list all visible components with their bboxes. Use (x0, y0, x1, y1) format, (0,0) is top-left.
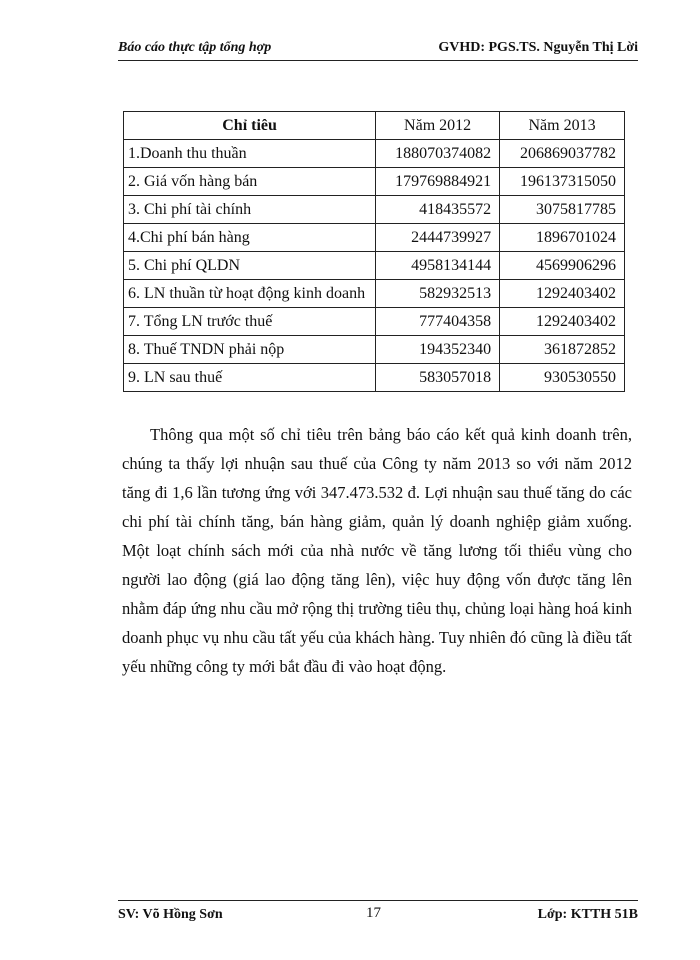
table-row (124, 140, 625, 168)
row-label: 4.Chi phí bán hàng (124, 224, 376, 252)
value-2013: 1292403402 (500, 280, 625, 308)
row-label: 7. Tổng LN trước thuế (124, 308, 376, 336)
value-2013: 4569906296 (500, 252, 625, 280)
table-row (124, 196, 625, 224)
row-label: 1.Doanh thu thuần (124, 140, 376, 168)
value-2012: 582932513 (376, 280, 500, 308)
value-2012: 188070374082 (376, 140, 500, 168)
value-2013: 1896701024 (500, 224, 625, 252)
value-2013: 196137315050 (500, 168, 625, 196)
row-label: 3. Chi phí tài chính (124, 196, 376, 224)
table-row (124, 280, 625, 308)
table-row (124, 224, 625, 252)
column-header-2013: Năm 2013 (500, 112, 625, 140)
table-row (124, 308, 625, 336)
value-2013: 1292403402 (500, 308, 625, 336)
value-2013: 206869037782 (500, 140, 625, 168)
value-2012: 583057018 (376, 364, 500, 392)
value-2012: 179769884921 (376, 168, 500, 196)
value-2012: 4958134144 (376, 252, 500, 280)
business-results-table (123, 111, 625, 392)
page-footer (118, 900, 638, 929)
column-header-indicator: Chỉ tiêu (124, 112, 376, 140)
column-header-2012: Năm 2012 (376, 112, 500, 140)
value-2012: 194352340 (376, 336, 500, 364)
analysis-paragraph: Thông qua một số chỉ tiêu trên bảng báo cáo kết quả kinh doanh trên, chúng ta thấy lợi nhuận sau thuế của Công ty năm 2013 so với năm 2012 tăng đi 1,6 lần tương ứng với 347.473.532 đ. Lợi nhuận sau thuế tăng do các chi phí tài chính tăng, bán hàng giảm, quản lý doanh nghiệp giảm xuống. Một loạt chính sách mới của nhà nước về tăng lương tối thiểu vùng cho người lao động (giá lao động tăng lên), việc huy động vốn được tăng lên nhằm đáp ứng nhu cầu mở rộng thị trường tiêu thụ, chủng loại hàng hoá kinh doanh phục vụ nhu cầu tất yếu của khách hàng. Tuy nhiên đó cũng là điều tất yếu những công ty mới bắt đầu đi vào hoạt động. (122, 425, 632, 676)
row-label: 9. LN sau thuế (124, 364, 376, 392)
row-label: 5. Chi phí QLDN (124, 252, 376, 280)
value-2012: 2444739927 (376, 224, 500, 252)
header-report-title: Báo cáo thực tập tổng hợp (118, 40, 272, 55)
row-label: 6. LN thuần từ hoạt động kinh doanh (124, 280, 376, 308)
value-2013: 930530550 (500, 364, 625, 392)
footer-student: SV: Võ Hồng Sơn (118, 907, 223, 922)
value-2013: 3075817785 (500, 196, 625, 224)
row-label: 8. Thuế TNDN phải nộp (124, 336, 376, 364)
table-header-row (124, 112, 625, 140)
header-advisor: GVHD: PGS.TS. Nguyễn Thị Lời (438, 40, 638, 55)
table-row (124, 336, 625, 364)
footer-class: Lớp: KTTH 51B (537, 907, 638, 922)
value-2012: 777404358 (376, 308, 500, 336)
page-number: 17 (366, 905, 381, 921)
value-2012: 418435572 (376, 196, 500, 224)
table-row (124, 364, 625, 392)
page-header (118, 38, 638, 61)
table-row (124, 168, 625, 196)
value-2013: 361872852 (500, 336, 625, 364)
table-row (124, 252, 625, 280)
row-label: 2. Giá vốn hàng bán (124, 168, 376, 196)
